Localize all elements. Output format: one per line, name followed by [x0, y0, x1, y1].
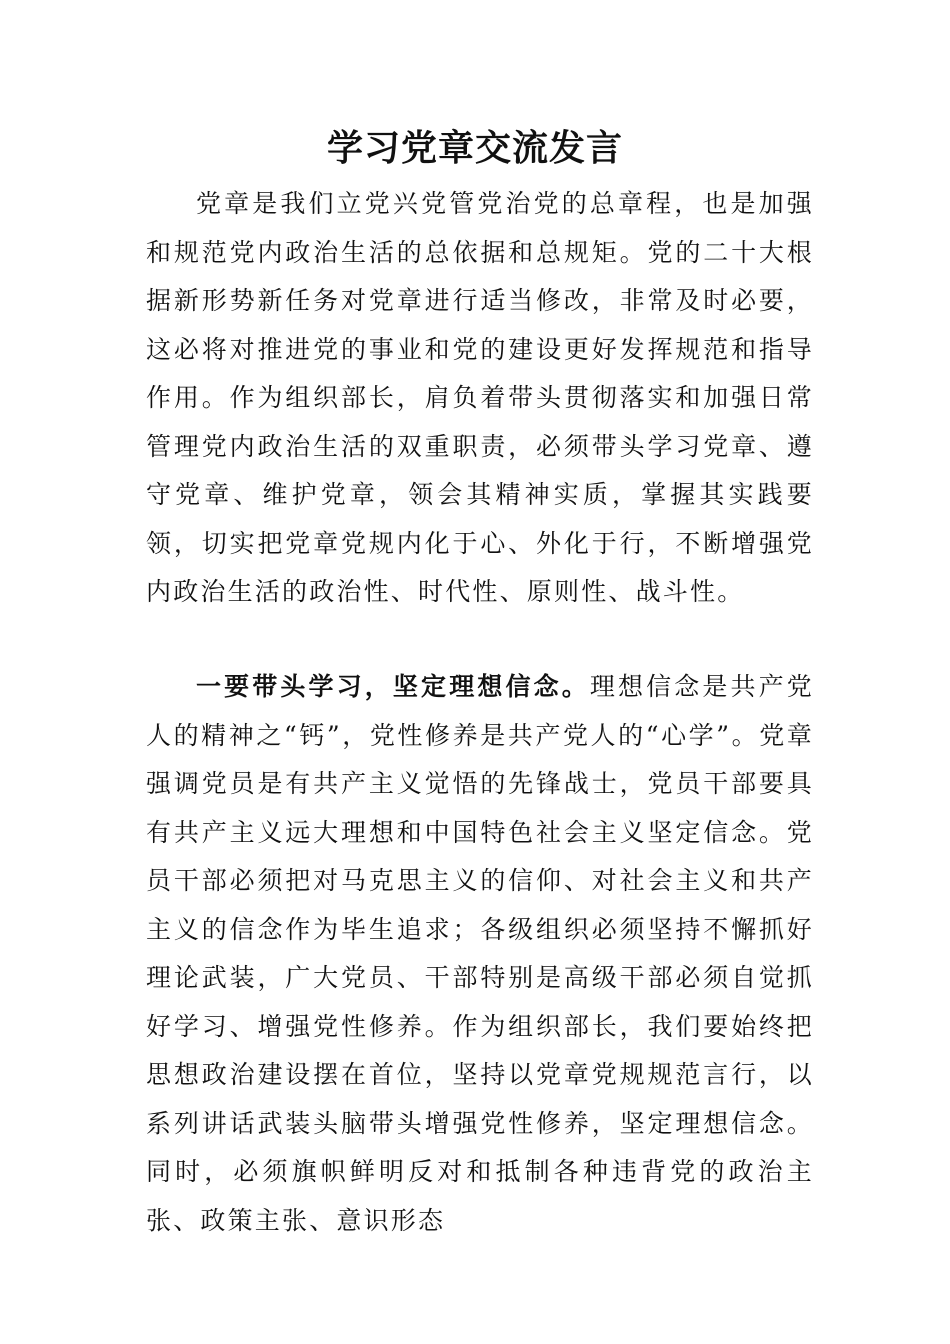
document-title: 学习党章交流发言: [326, 127, 623, 169]
paragraph-lead-heading: 一要带头学习，坚定理想信念。: [196, 672, 590, 701]
paragraph-point-one-text: 理想信念是共产党人的精神之“钙”，党性修养是共产党人的“心学”。党章强调党员是有共产主义觉悟的先锋战士，党员干部要具有共产主义远大理想和中国特色社会主义坚定信念。党员干部必须把对马克思主义的信仰、对社会主义和共产主义的信念作为毕生追求；各级组织必须坚持不懈抓好理论武装，广大党员、干部特别是高级干部必须自觉抓好学习、增强党性修养。作为组织部长，我们要始终把思想政治建设摆在首位，坚持以党章党规规范言行，以系列讲话武装头脑带头增强党性修养，坚定理想信念。同时，必须旗帜鲜明反对和抵制各种违背党的政治主张、政策主张、意识形态: [146, 672, 814, 1235]
paragraph-point-one: [146, 663, 814, 1245]
paragraph-intro: 党章是我们立党兴党管党治党的总章程，也是加强和规范党内政治生活的总依据和总规矩。党的二十大根据新形势新任务对党章进行适当修改，非常及时必要，这必将对推进党的事业和党的建设更好发挥规范和指导作用。作为组织部长，肩负着带头贯彻落实和加强日常管理党内政治生活的双重职责，必须带头学习党章、遵守党章、维护党章，领会其精神实质，掌握其实践要领，切实把党章党规内化于心、外化于行，不断增强党内政治生活的政治性、时代性、原则性、战斗性。: [146, 189, 814, 606]
